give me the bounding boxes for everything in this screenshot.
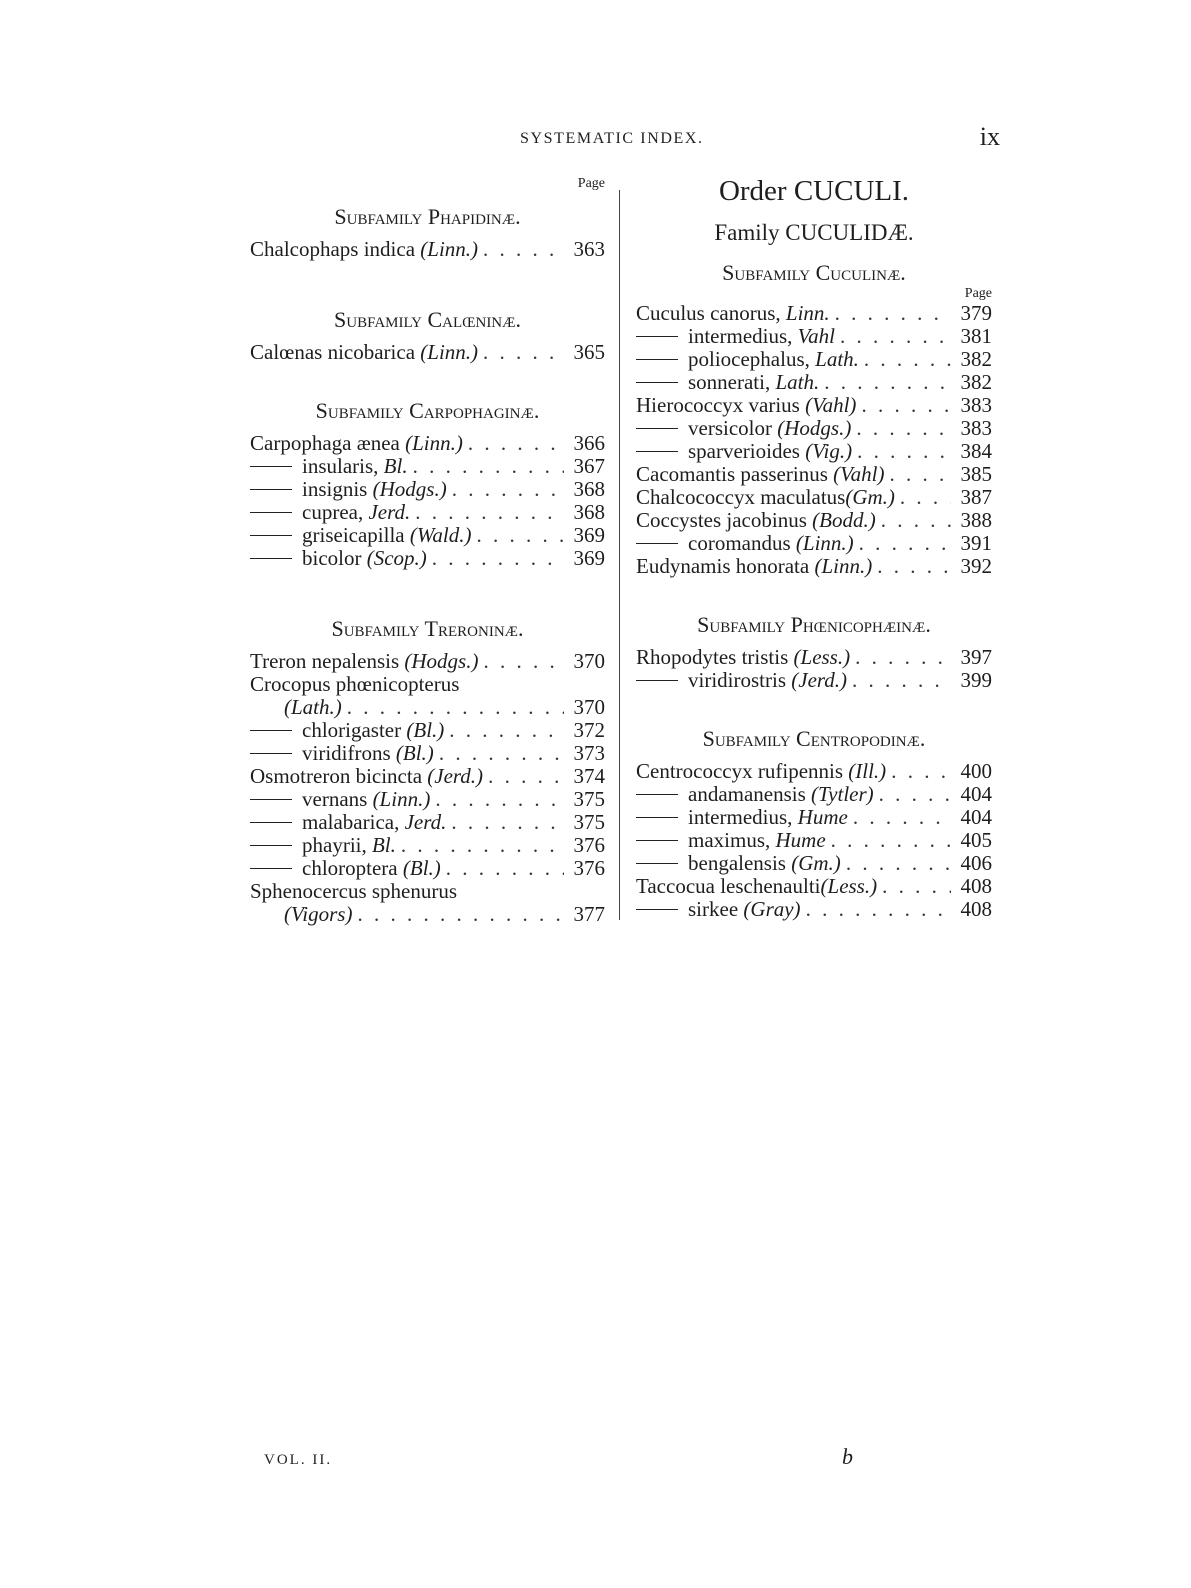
ditto-dash [250,558,292,559]
species-name: poliocephalus, [688,347,810,371]
page-number: ix [979,122,1000,151]
dot-leader [483,238,564,261]
ditto-dash [636,863,678,864]
authority: Jerd. [404,810,447,834]
index-entry [636,852,992,875]
index-entry-wrapped [250,673,605,696]
dot-leader [401,834,564,857]
index-entry [636,394,992,417]
page-column-label: Page [577,176,605,191]
dot-leader [846,852,951,875]
species-name: bengalensis [688,851,786,875]
index-entry [250,788,605,811]
authority: Bl. [371,833,396,857]
index-entry [636,760,992,783]
index-entry [636,875,992,898]
authority: (Ill.) [848,759,887,783]
authority: (Hodgs.) [777,416,852,440]
species-name: Hierococcyx varius [636,393,800,417]
authority: (Bl.) [406,718,445,742]
dot-leader [446,857,564,880]
species-name: Centrococcyx rufipennis [636,759,844,783]
page-column-label: Page [964,286,992,301]
dot-leader [900,486,951,509]
ditto-dash [636,840,678,841]
page-ref: 375 [573,787,605,811]
subfamily-heading: Subfamily Calœninæ. [334,307,521,332]
index-entry [250,765,605,788]
authority: (Gray) [743,897,801,921]
species-name: Carpophaga ænea [250,431,400,455]
order-heading: Order CUCULI. [718,175,910,207]
dot-leader [835,302,951,325]
page-ref: 375 [573,810,605,834]
index-entry [250,857,605,880]
page-ref: 379 [960,301,992,325]
page-ref: 388 [960,508,992,532]
index-entry [250,501,605,524]
page-ref: 405 [960,828,992,852]
index-entry [636,325,992,348]
dot-leader [879,783,951,806]
ditto-dash [636,359,678,360]
species-name: Taccocua leschenaulti [636,874,821,898]
dot-leader [840,325,951,348]
authority: Jerd. [368,500,411,524]
page-ref: 369 [573,546,605,570]
page-ref: 381 [960,324,992,348]
dot-leader [415,501,564,524]
species-name: Crocopus phœnicopterus [250,672,460,696]
column-divider [619,190,620,920]
dot-leader [432,547,564,570]
dot-leader [488,765,564,788]
authority: (Tytler) [811,782,874,806]
page-ref: 367 [573,454,605,478]
dot-leader [451,811,564,834]
volume-label: VOL. II. [264,1452,333,1468]
dot-leader [824,371,951,394]
species-name: viridirostris [688,668,786,692]
dot-leader [853,806,951,829]
index-entry [636,486,992,509]
dot-leader [856,417,951,440]
index-entry [250,455,605,478]
ditto-dash [636,909,678,910]
ditto-dash [250,845,292,846]
page-ref: 376 [573,833,605,857]
page-ref: 400 [960,759,992,783]
species-name: Eudynamis honorata [636,554,810,578]
ditto-dash [636,680,678,681]
ditto-dash [636,451,678,452]
index-entry [636,783,992,806]
species-name: Treron nepalensis [250,649,400,673]
ditto-dash [636,382,678,383]
page-header [520,122,1000,158]
page-ref: 408 [960,897,992,921]
species-name: malabarica, [302,810,400,834]
ditto-dash [250,489,292,490]
index-entry [250,742,605,765]
dot-leader [452,478,564,501]
authority: (Jerd.) [791,668,848,692]
page-ref: 408 [960,874,992,898]
ditto-dash [250,822,292,823]
index-entry [636,669,992,692]
index-entry [250,524,605,547]
page-ref: 368 [573,477,605,501]
subfamily-heading: Subfamily Treroninæ. [331,616,524,641]
page-ref: 373 [573,741,605,765]
page-ref: 385 [960,462,992,486]
species-name: phayrii, [302,833,367,857]
dot-leader [859,532,951,555]
page-ref: 387 [960,485,992,509]
ditto-dash [636,543,678,544]
page-ref: 382 [960,347,992,371]
dot-leader [882,875,951,898]
dot-leader [449,719,564,742]
subfamily-heading: Subfamily Phœnicophæinæ. [697,612,931,637]
species-name: Coccystes jacobinus [636,508,807,532]
page-ref: 374 [573,764,605,788]
species-name: versicolor [688,416,772,440]
index-entry [250,432,605,455]
index-entry [636,555,992,578]
subfamily-heading: Subfamily Phapidinæ. [334,204,521,229]
dot-leader [877,555,951,578]
index-entry [636,829,992,852]
authority: (Vigors) [284,902,353,926]
authority: (Lath.) [284,695,342,719]
index-entry [636,898,992,921]
page-ref: 383 [960,416,992,440]
authority: (Scop.) [366,546,427,570]
page-ref: 377 [573,902,605,926]
index-entry [636,646,992,669]
species-name: cuprea, [302,500,364,524]
authority: Hume [775,828,826,852]
species-name: griseicapilla [302,523,405,547]
index-entry [636,440,992,463]
species-name: chlorigaster [302,718,402,742]
species-name: insignis [302,477,368,501]
page-ref: 370 [573,649,605,673]
page-ref: 376 [573,856,605,880]
species-name: vernans [302,787,368,811]
species-name: intermedius, [688,805,793,829]
authority: (Gm.) [845,485,895,509]
dot-leader [439,742,564,765]
dot-leader [413,455,564,478]
dot-leader [435,788,564,811]
family-heading: Family CUCULIDÆ. [714,220,914,245]
authority: (Hodgs.) [372,477,447,501]
page-ref: 391 [960,531,992,555]
page-ref: 365 [573,340,605,364]
page-ref: 372 [573,718,605,742]
authority: Bl. [383,454,408,478]
index-entry [250,719,605,742]
index-entry [250,650,605,673]
ditto-dash [636,336,678,337]
ditto-dash [250,868,292,869]
page-ref: 382 [960,370,992,394]
signature-mark: b [842,1444,853,1469]
dot-leader [831,829,951,852]
index-entry [250,238,605,261]
authority: (Bl.) [402,856,441,880]
ditto-dash [250,730,292,731]
page-ref: 404 [960,782,992,806]
page-ref: 366 [573,431,605,455]
index-entry [250,811,605,834]
ditto-dash [250,512,292,513]
authority: (Linn.) [795,531,854,555]
ditto-dash [250,799,292,800]
index-entry [636,532,992,555]
page-ref: 406 [960,851,992,875]
authority: (Linn.) [420,340,479,364]
ditto-dash [636,817,678,818]
species-name: bicolor [302,546,362,570]
species-name: Sphenocercus sphenurus [250,879,458,903]
authority: Vahl [797,324,835,348]
dot-leader [881,509,951,532]
species-name: sparverioides [688,439,800,463]
left-index-column [250,176,605,926]
page-ref: 399 [960,668,992,692]
dot-leader [347,696,564,719]
authority: (Jerd.) [427,764,484,788]
species-name: Rhopodytes tristis [636,645,789,669]
subfamily-heading: Subfamily Carpophaginæ. [315,398,540,423]
dot-leader [855,646,951,669]
dot-leader [483,341,564,364]
dot-leader [852,669,951,692]
index-entry-continuation [250,903,605,926]
species-name: maximus, [688,828,771,852]
dot-leader [468,432,564,455]
index-entry [636,371,992,394]
dot-leader [864,348,951,371]
species-name: intermedius, [688,324,793,348]
authority: (Vahl) [805,393,857,417]
authority: (Less.) [820,874,878,898]
page-ref: 397 [960,645,992,669]
species-name: viridifrons [302,741,391,765]
authority: (Less.) [793,645,851,669]
subfamily-heading: Subfamily Centropodinæ. [702,726,926,751]
page-ref: 404 [960,805,992,829]
ditto-dash [250,535,292,536]
authority: (Bl.) [395,741,434,765]
ditto-dash [636,794,678,795]
index-entry [636,348,992,371]
species-name: Calœnas nicobarica [250,340,416,364]
authority: (Linn.) [372,787,431,811]
right-index-column [636,176,992,921]
dot-leader [806,898,951,921]
dot-leader [357,903,564,926]
subfamily-heading: Subfamily Cuculinæ. [722,260,906,285]
index-entry-continuation [250,696,605,719]
page-ref: 369 [573,523,605,547]
page-ref: 370 [573,695,605,719]
authority: (Vahl) [833,462,885,486]
authority: (Linn.) [420,237,479,261]
species-name: insularis, [302,454,379,478]
authority: (Linn.) [405,431,463,455]
authority: (Vig.) [805,439,853,463]
ditto-dash [250,753,292,754]
authority: Lath. [775,370,820,394]
index-entry [636,302,992,325]
authority: (Hodgs.) [404,649,479,673]
authority: (Bodd.) [812,508,876,532]
species-name: sonnerati, [688,370,771,394]
index-entry [636,509,992,532]
page-ref: 383 [960,393,992,417]
ditto-dash [250,466,292,467]
page-ref: 368 [573,500,605,524]
species-name: sirkee [688,897,739,921]
species-name: Chalcococcyx maculatus [636,485,846,509]
index-entry [250,547,605,570]
species-name: coromandus [688,531,791,555]
index-entry [636,417,992,440]
page-ref: 363 [573,237,605,261]
species-name: Chalcophaps indica [250,237,416,261]
species-name: Osmotreron bicincta [250,764,423,788]
species-name: andamanensis [688,782,806,806]
index-entry [250,341,605,364]
index-entry [636,806,992,829]
dot-leader [477,524,564,547]
ditto-dash [636,428,678,429]
page-ref: 392 [960,554,992,578]
running-title: SYSTEMATIC INDEX. [520,130,704,147]
dot-leader [861,394,951,417]
authority: (Linn.) [814,554,873,578]
index-entry [250,834,605,857]
index-entry [250,478,605,501]
dot-leader [483,650,564,673]
authority: Lath. [815,347,859,371]
species-name: Cuculus canorus, [636,301,781,325]
dot-leader [889,463,951,486]
authority: Hume [797,805,848,829]
authority: (Gm.) [791,851,841,875]
species-name: Cacomantis passerinus [636,462,828,486]
authority: (Wald.) [409,523,472,547]
authority: Linn. [785,301,830,325]
page-ref: 384 [960,439,992,463]
species-name: chloroptera [302,856,398,880]
dot-leader [891,760,951,783]
index-entry [636,463,992,486]
dot-leader [857,440,951,463]
index-entry-wrapped [250,880,605,903]
